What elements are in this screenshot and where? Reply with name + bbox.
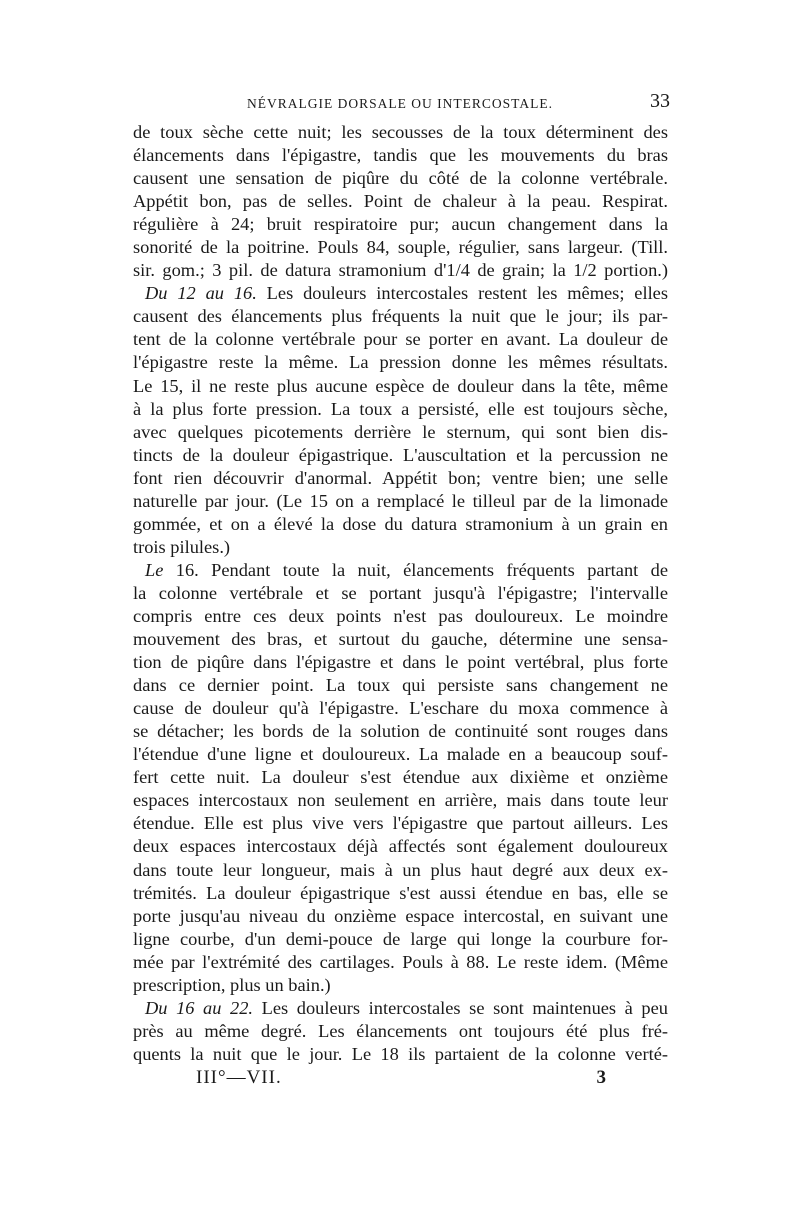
line-text: élancements dans l'épigastre, tandis que les mouvements du bras — [133, 145, 668, 166]
line-text: Le 15, il ne reste plus aucune espèce de douleur dans la tête, même — [133, 375, 668, 396]
text-line — [133, 190, 668, 213]
text-line — [133, 282, 668, 305]
line-text: de toux sèche cette nuit; les secousses de la toux déterminent des — [133, 122, 668, 142]
line-text: tion de piqûre dans l'épigastre et dans le point vertébral, plus forte — [133, 652, 668, 673]
text-line — [133, 651, 668, 674]
line-text: cause de douleur qu'à l'épigastre. L'eschare du moxa commence à — [133, 698, 668, 719]
line-text: étendue. Elle est plus vive vers l'épigastre que partout ailleurs. Les — [133, 813, 668, 834]
running-title: NÉVRALGIE DORSALE OU INTERCOSTALE. — [247, 96, 553, 111]
text-line — [133, 766, 668, 789]
line-text: gommée, et on a élevé la dose du datura stramonium à un grain en — [133, 513, 668, 534]
text-line — [133, 1043, 668, 1066]
text-line — [133, 559, 668, 582]
text-line — [133, 513, 668, 536]
text-line — [133, 144, 668, 167]
text-line — [133, 467, 668, 490]
line-text: sir. gom.; 3 pil. de datura stramonium d'1/4 de grain; la 1/2 portion.) — [133, 260, 668, 281]
line-text: font rien découvrir d'anormal. Appétit bon; ventre bien; une selle — [133, 467, 668, 488]
text-line — [133, 859, 668, 882]
text-line — [133, 536, 668, 559]
entry-date-lead: Le — [145, 559, 164, 580]
line-text: se détacher; les bords de la solution de continuité sont rouges dans — [133, 721, 668, 742]
line-text: ligne courbe, d'un demi-pouce de large qui longe la courbure for- — [133, 928, 668, 949]
text-line — [133, 697, 668, 720]
body-text — [133, 121, 668, 1066]
line-text: l'étendue d'une ligne et douloureux. La malade en a beaucoup souf- — [133, 744, 668, 765]
text-line — [133, 213, 668, 236]
text-line — [133, 997, 668, 1020]
text-line — [133, 582, 668, 605]
entry-date-lead: Du 12 au 16. — [145, 283, 257, 304]
signature-mark: III°—VII. — [196, 1067, 282, 1088]
line-text: deux espaces intercostaux déjà affectés sont également douloureux — [133, 836, 668, 857]
line-text: trémités. La douleur épigastrique s'est aussi étendue en bas, elle se — [133, 882, 668, 903]
line-text: fert cette nuit. La douleur s'est étendue aux dixième et onzième — [133, 767, 668, 788]
line-text: trois pilules.) — [133, 536, 231, 557]
line-text: dans toute leur longueur, mais à un plus haut degré aux deux ex- — [133, 859, 668, 880]
line-text: Les douleurs intercostales restent les mêmes; elles — [256, 283, 668, 304]
line-text: espaces intercostaux non seulement en arrière, mais dans toute leur — [133, 790, 668, 811]
line-text: 16. Pendant toute la nuit, élancements fréquents partant de — [163, 559, 668, 580]
line-text: tincts de la douleur épigastrique. L'auscultation et la percussion ne — [133, 444, 668, 465]
line-text: causent une sensation de piqûre du côté de la colonne vertébrale. — [133, 168, 668, 189]
text-line — [133, 789, 668, 812]
text-line — [133, 490, 668, 513]
text-line — [133, 720, 668, 743]
line-text: quents la nuit que le jour. Le 18 ils partaient de la colonne verté- — [133, 1043, 668, 1064]
text-line — [133, 121, 668, 144]
text-line — [133, 259, 668, 282]
text-line — [133, 1020, 668, 1043]
text-line — [133, 882, 668, 905]
page-number: 33 — [650, 90, 670, 112]
line-text: causent des élancements plus fréquents la nuit que le jour; ils par- — [133, 306, 668, 327]
text-line — [133, 974, 668, 997]
text-line — [133, 167, 668, 190]
text-line — [133, 812, 668, 835]
line-text: mée par l'extrémité des cartilages. Pouls à 88. Le reste idem. (Même — [133, 951, 668, 972]
text-line — [133, 835, 668, 858]
text-line — [133, 398, 668, 421]
text-line — [133, 628, 668, 651]
line-text: la colonne vertébrale et se portant jusqu'à l'épigastre; l'intervalle — [133, 582, 668, 603]
text-line — [133, 951, 668, 974]
line-text: régulière à 24; bruit respiratoire pur; aucun changement dans la — [133, 214, 668, 235]
text-line — [133, 305, 668, 328]
line-text: tent de la colonne vertébrale pour se porter en avant. La douleur de — [133, 329, 668, 350]
text-line — [133, 674, 668, 697]
entry-date-lead: Du 16 au 22. — [145, 997, 254, 1018]
line-text: l'épigastre reste la même. La pression donne les mêmes résultats. — [133, 352, 668, 373]
line-text: dans ce dernier point. La toux qui persiste sans changement ne — [133, 675, 668, 696]
text-line — [133, 375, 668, 398]
text-line — [133, 905, 668, 928]
line-text: avec quelques picotements derrière le sternum, qui sont bien dis- — [133, 421, 668, 442]
line-text: près au même degré. Les élancements ont toujours été plus fré- — [133, 1020, 668, 1041]
text-line — [133, 743, 668, 766]
text-line — [133, 928, 668, 951]
text-line — [133, 421, 668, 444]
text-line — [133, 351, 668, 374]
text-line — [133, 236, 668, 259]
sheet-number: 3 — [596, 1067, 606, 1088]
text-line — [133, 605, 668, 628]
text-line — [133, 444, 668, 467]
line-text: Appétit bon, pas de selles. Point de chaleur à la peau. Respirat. — [133, 191, 668, 212]
line-text: naturelle par jour. (Le 15 on a remplacé le tilleul par de la limonade — [133, 490, 668, 511]
line-text: à la plus forte pression. La toux a persisté, elle est toujours sèche, — [133, 398, 668, 419]
line-text: prescription, plus un bain.) — [133, 974, 331, 995]
line-text: mouvement des bras, et surtout du gauche, détermine une sensa- — [133, 629, 668, 650]
page-footer — [196, 1067, 606, 1095]
line-text: compris entre ces deux points n'est pas douloureux. Le moindre — [133, 605, 668, 626]
text-line — [133, 328, 668, 351]
line-text: Les douleurs intercostales se sont maintenues à peu — [253, 997, 668, 1018]
line-text: sonorité de la poitrine. Pouls 84, souple, régulier, sans largeur. (Till. — [133, 237, 668, 258]
line-text: porte jusqu'au niveau du onzième espace intercostal, en suivant une — [133, 905, 668, 926]
running-head — [130, 90, 670, 116]
